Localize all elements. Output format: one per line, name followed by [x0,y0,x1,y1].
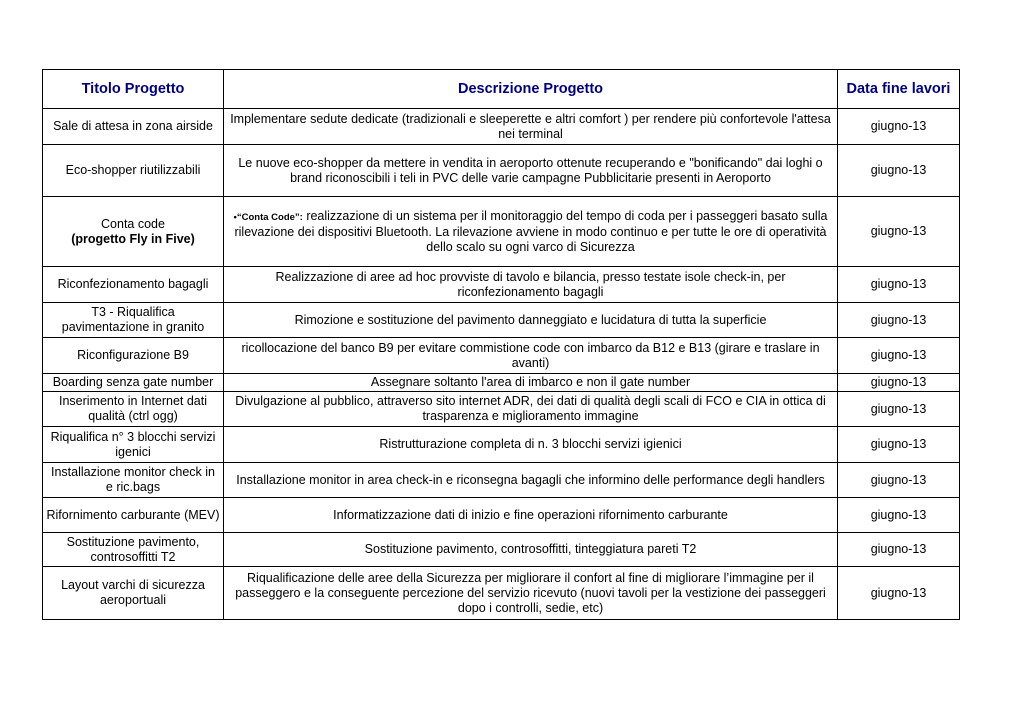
project-description: Realizzazione di aree ad hoc provviste di tavolo e bilancia, presso testate isole check-in, per riconfezionamento bagagli [224,267,838,303]
project-description-cell [224,197,838,267]
description-prefix: •“Conta Code”: [233,211,303,223]
project-title: Installazione monitor check in e ric.bags [43,463,224,498]
project-date: giugno-13 [838,338,960,374]
project-date: giugno-13 [838,392,960,427]
project-title: Riconfigurazione B9 [43,338,224,374]
project-title-cell [43,197,224,267]
project-title: Boarding senza gate number [43,374,224,392]
table-row [43,374,960,392]
project-date: giugno-13 [838,533,960,567]
table-row [43,338,960,374]
project-description: Le nuove eco-shopper da mettere in vendita in aeroporto ottenute recuperando e "bonificando" dai loghi o brand riconoscibili i teli in PVC delle varie campagne Pubblicitarie presenti in Aeroporto [224,145,838,197]
table-row [43,498,960,533]
table-row [43,303,960,338]
table-row [43,267,960,303]
project-title: Inserimento in Internet dati qualità (ctrl ogg) [43,392,224,427]
project-description: Assegnare soltanto l'area di imbarco e non il gate number [224,374,838,392]
project-title: Sostituzione pavimento, controsoffitti T2 [43,533,224,567]
project-title-subtitle: (progetto Fly in Five) [71,231,195,246]
project-date: giugno-13 [838,498,960,533]
project-title: Riqualifica n° 3 blocchi servizi igenici [43,427,224,463]
project-date: giugno-13 [838,109,960,145]
project-description: Divulgazione al pubblico, attraverso sito internet ADR, dei dati di qualità degli scali di FCO e CIA in ottica di trasparenza e miglioramento immagine [224,392,838,427]
project-description: Ristrutturazione completa di n. 3 blocchi servizi igienici [224,427,838,463]
project-date: giugno-13 [838,427,960,463]
table-row [43,392,960,427]
project-title: Conta code [101,216,165,231]
project-date: giugno-13 [838,267,960,303]
project-description: Rimozione e sostituzione del pavimento danneggiato e lucidatura di tutta la superficie [224,303,838,338]
header-end-date: Data fine lavori [838,70,960,109]
header-description: Descrizione Progetto [224,70,838,109]
table-header-row [43,70,960,109]
table-row [43,567,960,620]
project-description: Informatizzazione dati di inizio e fine operazioni rifornimento carburante [224,498,838,533]
table-row [43,197,960,267]
table-row [43,463,960,498]
project-title: T3 - Riqualifica pavimentazione in granito [43,303,224,338]
project-description: Sostituzione pavimento, controsoffitti, tinteggiatura pareti T2 [224,533,838,567]
project-date: giugno-13 [838,463,960,498]
project-description: Installazione monitor in area check-in e riconsegna bagagli che informino delle performance degli handlers [224,463,838,498]
project-date: giugno-13 [838,145,960,197]
project-date: giugno-13 [838,303,960,338]
table-row [43,427,960,463]
table-row [43,145,960,197]
project-title: Rifornimento carburante (MEV) [43,498,224,533]
projects-table [42,69,960,620]
project-date: giugno-13 [838,374,960,392]
project-title: Eco-shopper riutilizzabili [43,145,224,197]
project-date: giugno-13 [838,197,960,267]
project-description: ricollocazione del banco B9 per evitare commistione code con imbarco da B12 e B13 (girare e traslare in avanti) [224,338,838,374]
project-date: giugno-13 [838,567,960,620]
project-title: Riconfezionamento bagagli [43,267,224,303]
table-row [43,109,960,145]
project-title: Layout varchi di sicurezza aeroportuali [43,567,224,620]
project-description: Implementare sedute dedicate (tradizionali e sleeperette e altri comfort ) per rendere più confortevole l'attesa nei terminal [224,109,838,145]
header-title: Titolo Progetto [43,70,224,109]
project-description: Riqualificazione delle aree della Sicurezza per migliorare il confort al fine di migliorare l’immagine per il passeggero e la conseguente percezione del servizio ricevuto (nuovi tavoli per la vestizione dei passeggeri dopo i controlli, sedie, etc) [224,567,838,620]
project-description: realizzazione di un sistema per il monitoraggio del tempo di coda per i passeggeri basato sulla rilevazione dei dispositivi Bluetooth. La rilevazione avviene in modo continuo e per tutte le ore di operatività dello scalo su ogni varco di Sicurezza [234,208,828,254]
table-row [43,533,960,567]
project-title: Sale di attesa in zona airside [43,109,224,145]
